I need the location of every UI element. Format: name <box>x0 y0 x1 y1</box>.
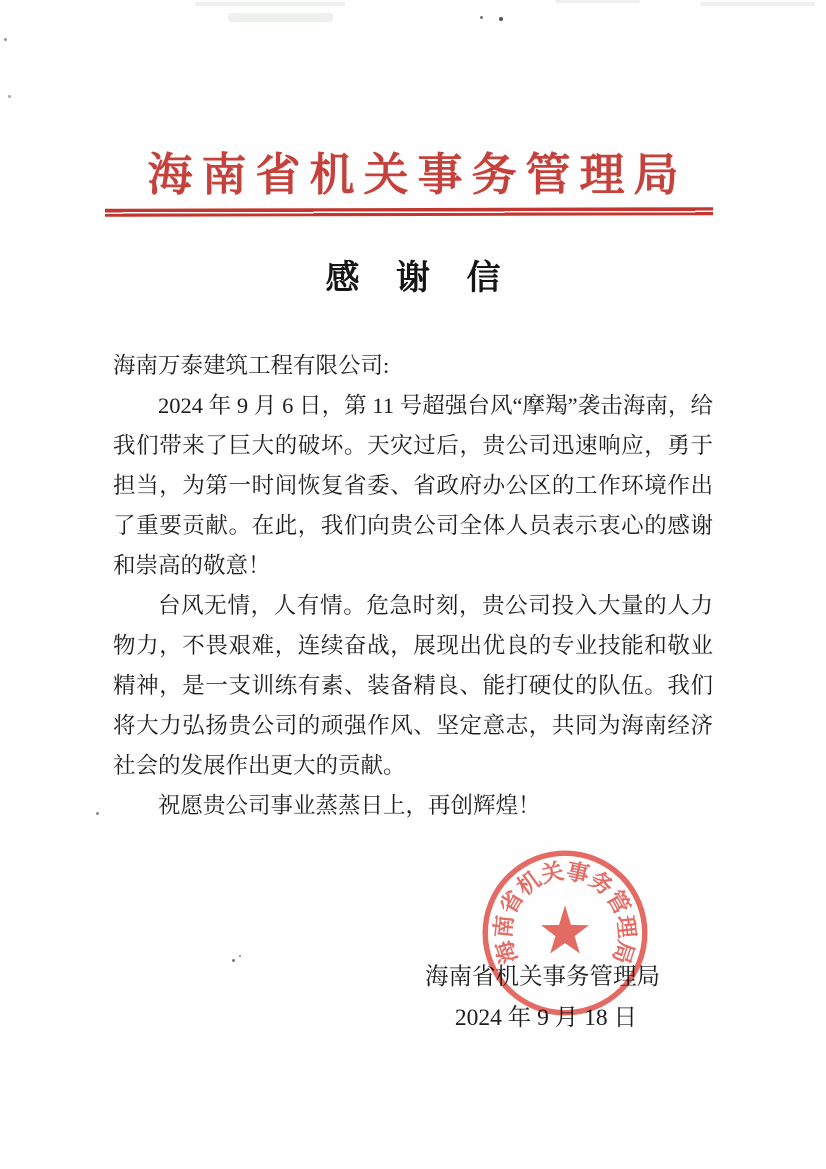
svg-text:海南省机关事务管理局 <box>489 858 639 966</box>
signature-org: 海南省机关事务管理局 <box>425 963 660 990</box>
document-title: 感 谢 信 <box>325 259 515 297</box>
signature-date: 2024 年 9 月 18 日 <box>454 1004 637 1031</box>
letterhead-org-title: 海南省机关事务管理局 <box>147 150 688 200</box>
paragraph-3: 祝愿贵公司事业蒸蒸日上，再创辉煌！ <box>158 792 541 818</box>
salutation: 海南万泰建筑工程有限公司: <box>113 352 390 378</box>
letterhead-rule <box>105 207 713 217</box>
paragraph-1: 2024 年 9 月 6 日，第 11 号超强台风“摩羯”袭击海南，给我们带来了巨大的破坏。天灾过后，贵公司迅速响应，勇于担当，为第一时间恢复省委、省政府办公区的工作环境作出了重要贡献。在此，我们向贵公司全体人员表示衷心的感谢和崇高的敬意！ <box>113 392 713 578</box>
scan-artifact <box>96 812 99 815</box>
closing-block <box>0 957 826 1039</box>
letter-body <box>113 346 713 826</box>
paragraph-2: 台风无情，人有情。危急时刻，贵公司投入大量的人力物力，不畏艰难，连续奋战，展现出优良的专业技能和敬业精神，是一支训练有素、装备精良、能打硬仗的队伍。我们将大力弘扬贵公司的顽强作风、坚定意志，共同为海南经济社会的发展作出更大的贡献。 <box>113 592 713 778</box>
seal-text: 海南省机关事务管理局 <box>490 858 640 967</box>
seal-star <box>541 905 589 953</box>
